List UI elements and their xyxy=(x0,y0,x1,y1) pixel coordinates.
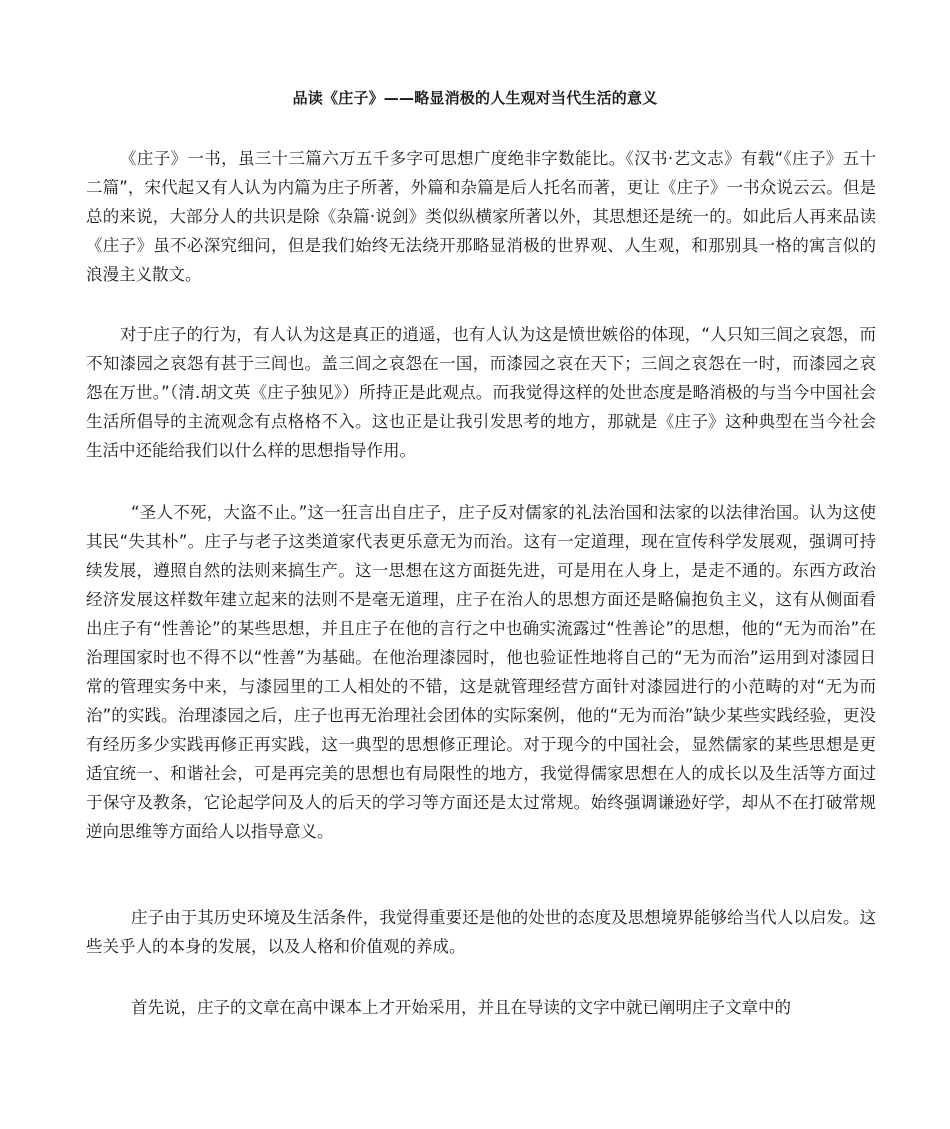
paragraph-2: 对于庄子的行为，有人认为这是真正的逍遥，也有人认为这是愤世嫉俗的体现，“人只知三闾之哀怨，而不知漆园之哀怨有甚于三闾也。盖三闾之哀怨在一国，而漆园之哀在天下；三闾之哀怨在一时，而漆园之哀怨在万世。”（清.胡文英《庄子独见》）所持正是此观点。而我觉得这样的处世态度是略消极的与当今中国社会生活所倡导的主流观念有点格格不入。这也正是让我引发思考的地方，那就是《庄子》这种典型在当今社会生活中还能给我们以什么样的思想指导作用。 xyxy=(86,325,876,460)
paragraph-4: 庄子由于其历史环境及生活条件，我觉得重要还是他的处世的态度及思想境界能够给当代人以启发。这些关乎人的本身的发展，以及人格和价值观的养成。 xyxy=(86,908,876,956)
paragraph-1: 《庄子》一书，虽三十三篇六万五千多字可思想广度绝非字数能比。《汉书·艺文志》有载“《庄子》五十二篇”，宋代起又有人认为内篇为庄子所著，外篇和杂篇是后人托名而著，更让《庄子》一书众说云云。但是总的来说，大部分人的共识是除《杂篇·说剑》类似纵横家所著以外，其思想还是统一的。如此后人再来品读《庄子》虽不必深究细问，但是我们始终无法绕开那略显消极的世界观、人生观，和那别具一格的寓言似的浪漫主义散文。 xyxy=(86,149,876,284)
document-title: 品读《庄子》——略显消极的人生观对当代生活的意义 xyxy=(292,89,658,107)
paragraph-3: “圣人不死，大盗不止。”这一狂言出自庄子，庄子反对儒家的礼法治国和法家的以法律治国。认为这使其民“失其朴”。庄子与老子这类道家代表更乐意无为而治。这有一定道理，现在宣传科学发展观，强调可持续发展，遵照自然的法则来搞生产。这一思想在这方面挺先进，可是用在人身上，是走不通的。东西方政治经济发展这样数年建立起来的法则不是毫无道理，庄子在治人的思想方面还是略偏抱负主义，这有从侧面看出庄子有“性善论”的某些思想，并且庄子在他的言行之中也确实流露过“性善论”的思想，他的“无为而治”在治理国家时也不得不以“性善”为基础。在他治理漆园时，他也验证性地将自己的“无为而治”运用到对漆园日常的管理实务中来，与漆园里的工人相处的不错，这是就管理经营方面针对漆园进行的小范畴的对“无为而治”的实践。治理漆园之后，庄子也再无治理社会团体的实际案例，他的“无为而治”缺少某些实践经验，更没有经历多少实践再修正再实践，这一典型的思想修正理论。对于现今的中国社会，显然儒家的某些思想是更适宜统一、和谐社会，可是再完美的思想也有局限性的地方，我觉得儒家思想在人的成长以及生活等方面过于保守及教条，它论起学问及人的后天的学习等方面还是太过常规。始终强调谦逊好学，却从不在打破常规逆向思维等方面给人以指导意义。 xyxy=(86,503,876,841)
paragraph-5: 首先说，庄子的文章在高中课本上才开始采用，并且在导读的文字中就已阐明庄子文章中的 xyxy=(131,998,791,1017)
